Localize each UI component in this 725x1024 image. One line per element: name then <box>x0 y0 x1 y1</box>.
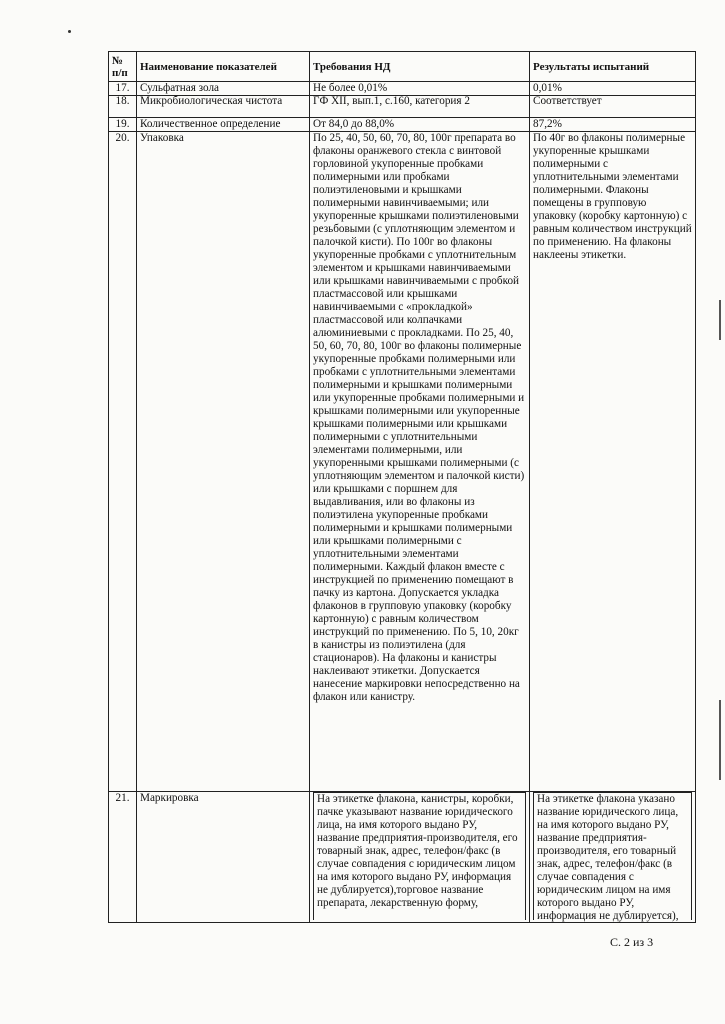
row-result: 87,2% <box>530 118 696 132</box>
header-requirements: Требования НД <box>310 52 530 82</box>
scan-edge-mark <box>719 700 721 780</box>
results-table <box>108 51 696 923</box>
table-row <box>109 82 696 96</box>
row-name: Количественное определение <box>137 118 310 132</box>
row-result: Соответствует <box>530 96 696 118</box>
table-row <box>109 118 696 132</box>
table-header-row <box>109 52 696 82</box>
scan-edge-mark <box>719 300 721 340</box>
row-result: По 40г во флаконы полимерные укупоренные крышками полимерными с уплотнительными элементами полимерными. Флаконы помещены в групповую упаковку (коробку картонную) с равным количеством инструкций по применению. На флаконы наклеены этикетки. <box>530 132 696 792</box>
row-num: 19. <box>109 118 137 132</box>
row-requirement: Не более 0,01% <box>310 82 530 96</box>
page-number: С. 2 из 3 <box>610 935 654 949</box>
row-name: Сульфатная зола <box>137 82 310 96</box>
header-num: № п/п <box>109 52 137 82</box>
row-name: Микробиологическая чистота <box>137 96 310 118</box>
row-requirement: От 84,0 до 88,0% <box>310 118 530 132</box>
row-num: 20. <box>109 132 137 792</box>
row-num: 21. <box>109 792 137 923</box>
row-name: Упаковка <box>137 132 310 792</box>
row-requirement: На этикетке флакона, канистры, коробки, пачке указывают название юридического лица, на имя которого выдано РУ, название предприятия-производителя, его товарный знак, адрес, телефон/факс (в случае совпадения с юридическим лицом на имя которого выдано РУ, информация не дублируется),торговое название препарата, лекарственную форму, <box>313 792 526 920</box>
row-requirement: По 25, 40, 50, 60, 70, 80, 100г препарата во флаконы оранжевого стекла с винтовой горловиной укупоренные пробками полимерными или пробками полиэтиленовыми и крышками полимерными навинчиваемыми; или укупоренные крышками полиэтиленовыми резьбовыми (с уплотняющим элементом и палочкой кисти). По 100г во флаконы укупоренные пробками с уплотнительным элементом и крышками навинчиваемыми или крышками навинчиваемыми с пробкой пластмассовой или крышками навинчиваемыми с «прокладкой» пластмассовой или колпачками алюминиевыми с прокладками. По 25, 40, 50, 60, 70, 80, 100г во флаконы полимерные укупоренные пробками полимерными или пробками с уплотнительными элементами полимерными и крышками полимерными или укупоренные пробками полимерными и крышками полимерными или укупоренные крышками полимерными или крышками полимерными с уплотнительными элементами полимерными, или укупоренными крышками полимерными (с уплотняющим элементом и палочкой кисти) или крышками с поршнем для выдавливания, или во флаконы из полиэтилена укупоренные пробками полимерными и крышками полимерными или крышками полимерными с уплотнительными элементами полимерными. Каждый флакон вместе с инструкцией по применению помещают в пачку из картона. Допускается укладка флаконов в групповую упаковку (коробку картонную) с равным количеством инструкций по применению. По 5, 10, 20кг в канистры из полиэтилена (для стационаров). На флаконы и канистры наклеивают этикетки. Допускается нанесение маркировки непосредственно на флакон или канистру. <box>310 132 530 792</box>
table-row <box>109 792 696 923</box>
row-result: 0,01% <box>530 82 696 96</box>
table-row <box>109 96 696 118</box>
scan-speck <box>68 30 71 33</box>
row-num: 18. <box>109 96 137 118</box>
header-name: Наименование показателей <box>137 52 310 82</box>
row-num: 17. <box>109 82 137 96</box>
row-result: На этикетке флакона указано название юридического лица, на имя которого выдано РУ, название предприятия-производителя, его товарный знак, адрес, телефон/факс (в случае совпадения с юридическим лицом на имя которого выдано РУ, информация не дублируется), <box>533 792 692 920</box>
header-results: Результаты испытаний <box>530 52 696 82</box>
row-requirement: ГФ XII, вып.1, с.160, категория 2 <box>310 96 530 118</box>
row-name: Маркировка <box>137 792 310 923</box>
table-row <box>109 132 696 792</box>
